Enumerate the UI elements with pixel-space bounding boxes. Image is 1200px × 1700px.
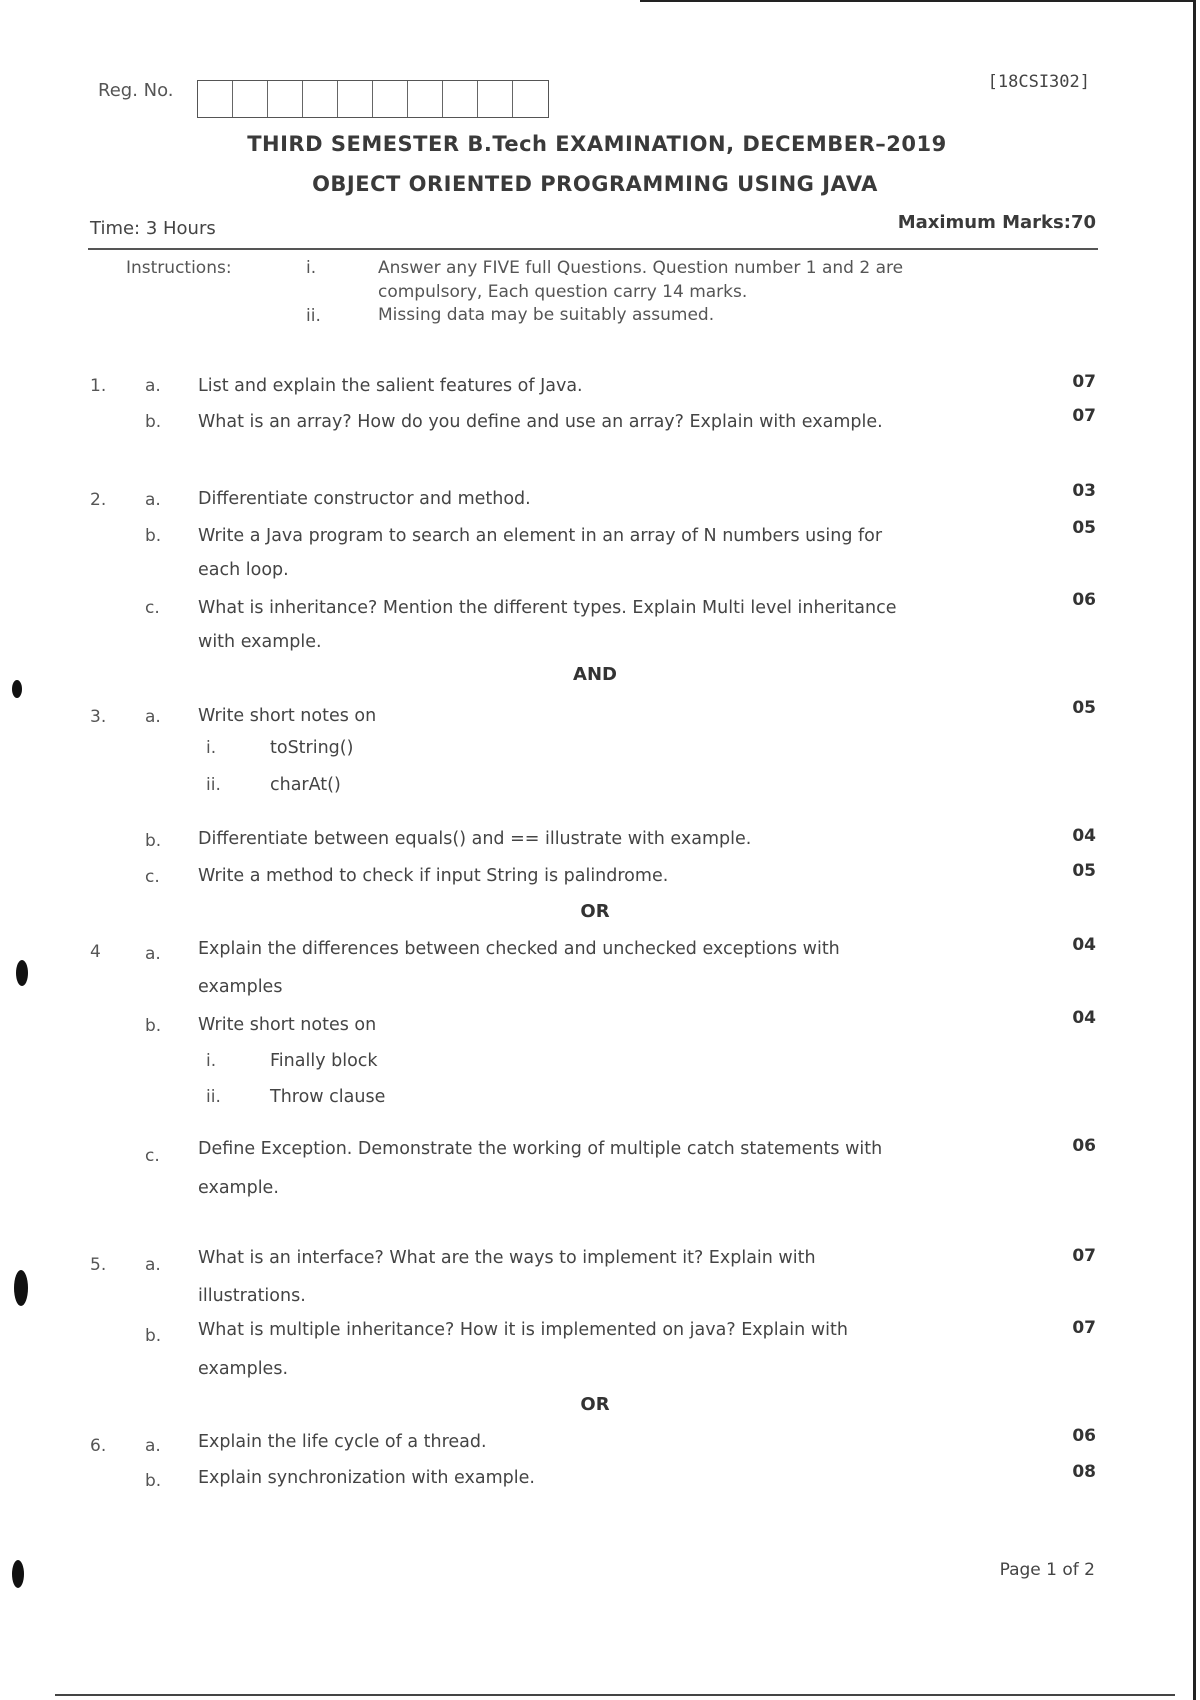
question-marks: 06 — [1072, 1426, 1096, 1446]
question-number: 1. — [90, 376, 107, 396]
reg-no-box — [303, 81, 338, 117]
sub-item-number: i. — [206, 1051, 217, 1071]
question-text: Explain the differences between checked and unchecked exceptions with — [198, 939, 840, 959]
reg-no-box — [198, 81, 233, 117]
question-number: 5. — [90, 1255, 107, 1275]
question-part-label: a. — [145, 490, 161, 510]
question-part-label: c. — [145, 598, 160, 618]
question-marks: 03 — [1072, 481, 1096, 501]
question-marks: 05 — [1072, 861, 1096, 881]
sub-item-text: charAt() — [270, 775, 341, 795]
sub-item-text: toString() — [270, 738, 354, 758]
question-text: illustrations. — [198, 1286, 306, 1306]
question-part-label: b. — [145, 412, 162, 432]
question-marks: 04 — [1072, 1008, 1096, 1028]
question-marks: 07 — [1072, 372, 1096, 392]
sub-item-text: Finally block — [270, 1051, 378, 1071]
instruction-number: ii. — [306, 306, 321, 326]
question-part-label: c. — [145, 1146, 160, 1166]
question-marks: 07 — [1072, 406, 1096, 426]
question-text: What is multiple inheritance? How it is implemented on java? Explain with — [198, 1320, 848, 1340]
sub-item-number: i. — [206, 738, 217, 758]
question-text: Write short notes on — [198, 1015, 377, 1035]
question-marks: 06 — [1072, 590, 1096, 610]
question-part-label: c. — [145, 867, 160, 887]
question-marks: 05 — [1072, 698, 1096, 718]
section-separator: AND — [573, 664, 617, 685]
reg-no-box — [513, 81, 548, 117]
instructions-label: Instructions: — [126, 258, 232, 278]
question-text: What is an interface? What are the ways to implement it? Explain with — [198, 1248, 816, 1268]
question-text: Define Exception. Demonstrate the working of multiple catch statements with — [198, 1139, 883, 1159]
question-marks: 08 — [1072, 1462, 1096, 1482]
exam-duration: Time: 3 Hours — [90, 218, 216, 239]
question-part-label: b. — [145, 526, 162, 546]
question-marks: 05 — [1072, 518, 1096, 538]
question-number: 2. — [90, 490, 107, 510]
question-part-label: b. — [145, 1326, 162, 1346]
reg-no-box — [338, 81, 373, 117]
page-border-bottom — [55, 1694, 1175, 1696]
question-marks: 04 — [1072, 935, 1096, 955]
scan-speck — [12, 1560, 24, 1588]
question-part-label: a. — [145, 944, 161, 964]
question-part-label: a. — [145, 1255, 161, 1275]
question-text: examples. — [198, 1359, 289, 1379]
scan-speck — [14, 1270, 28, 1306]
question-part-label: b. — [145, 831, 162, 851]
question-part-label: a. — [145, 707, 161, 727]
sub-item-number: ii. — [206, 1087, 221, 1107]
question-text: Differentiate between equals() and == illustrate with example. — [198, 829, 752, 849]
question-text: Write short notes on — [198, 706, 377, 726]
paper-code: [18CSI302] — [987, 72, 1090, 92]
reg-no-box — [373, 81, 408, 117]
question-text: Explain the life cycle of a thread. — [198, 1432, 487, 1452]
instruction-number: i. — [306, 258, 317, 278]
course-title: OBJECT ORIENTED PROGRAMMING USING JAVA — [312, 172, 878, 196]
sub-item-text: Throw clause — [270, 1087, 386, 1107]
question-text: List and explain the salient features of Java. — [198, 376, 583, 396]
question-text: What is an array? How do you define and use an array? Explain with example. — [198, 412, 883, 432]
question-text: Write a Java program to search an element in an array of N numbers using for — [198, 526, 883, 546]
reg-no-box — [408, 81, 443, 117]
question-text: Differentiate constructor and method. — [198, 489, 531, 509]
reg-no-box — [268, 81, 303, 117]
question-marks: 04 — [1072, 826, 1096, 846]
question-part-label: a. — [145, 376, 161, 396]
question-number: 4 — [90, 942, 101, 962]
section-separator: OR — [580, 1394, 610, 1415]
question-marks: 07 — [1072, 1246, 1096, 1266]
reg-no-box — [443, 81, 478, 117]
header-divider — [88, 248, 1098, 250]
instruction-text: compulsory, Each question carry 14 marks. — [378, 282, 748, 302]
max-marks: Maximum Marks:70 — [897, 212, 1096, 233]
page-number: Page 1 of 2 — [999, 1560, 1095, 1580]
reg-no-box — [478, 81, 513, 117]
reg-no-label: Reg. No. — [98, 80, 174, 101]
question-part-label: b. — [145, 1016, 162, 1036]
instruction-text: Answer any FIVE full Questions. Question number 1 and 2 are — [378, 258, 904, 278]
page-border-right — [1193, 0, 1196, 1700]
question-text: Explain synchronization with example. — [198, 1468, 535, 1488]
question-text: examples — [198, 977, 283, 997]
question-text: each loop. — [198, 560, 289, 580]
question-marks: 07 — [1072, 1318, 1096, 1338]
section-separator: OR — [580, 901, 610, 922]
question-part-label: b. — [145, 1471, 162, 1491]
reg-no-boxes — [197, 80, 549, 118]
question-part-label: a. — [145, 1436, 161, 1456]
question-text: What is inheritance? Mention the different types. Explain Multi level inheritance — [198, 598, 897, 618]
page-border-top — [640, 0, 1196, 2]
sub-item-number: ii. — [206, 775, 221, 795]
reg-no-box — [233, 81, 268, 117]
instruction-text: Missing data may be suitably assumed. — [378, 305, 715, 325]
exam-title: THIRD SEMESTER B.Tech EXAMINATION, DECEMBER–2019 — [247, 132, 947, 156]
question-marks: 06 — [1072, 1136, 1096, 1156]
question-number: 6. — [90, 1436, 107, 1456]
question-text: with example. — [198, 632, 322, 652]
scan-speck — [16, 960, 28, 986]
question-text: Write a method to check if input String is palindrome. — [198, 866, 669, 886]
question-text: example. — [198, 1178, 279, 1198]
question-number: 3. — [90, 707, 107, 727]
